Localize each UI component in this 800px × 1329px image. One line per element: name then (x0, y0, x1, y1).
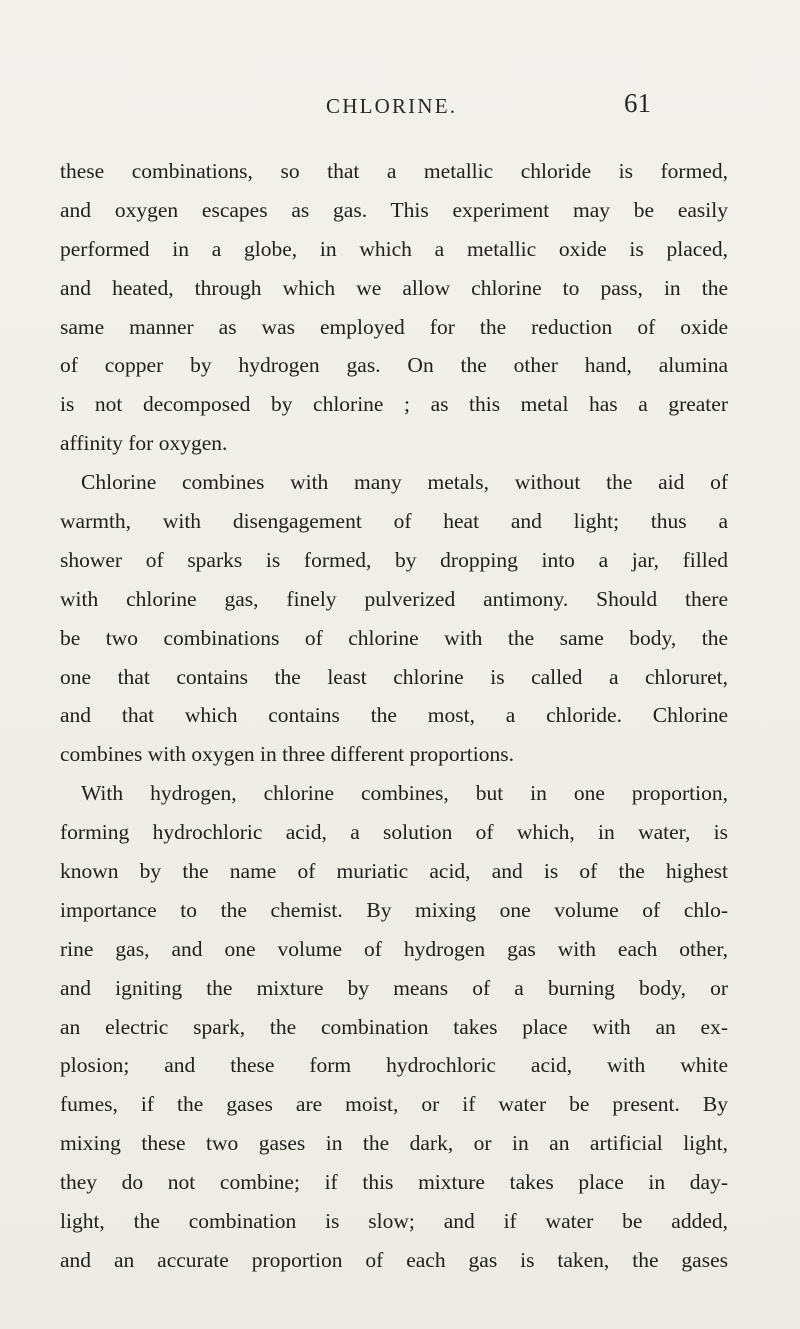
text-line: combines with oxygen in three different proportions. (60, 742, 514, 767)
text-line: warmth, with disengagement of heat and light; thus a (60, 509, 728, 534)
text-line: an electric spark, the combination takes place with an ex- (60, 1014, 728, 1039)
text-line: rine gas, and one volume of hydrogen gas with each other, (60, 936, 728, 961)
text-line: these combinations, so that a metallic chloride is formed, (60, 159, 728, 183)
text-line: mixing these two gases in the dark, or in an artificial light, (60, 1131, 728, 1156)
text-line: of copper by hydrogen gas. On the other hand, alumina (60, 353, 728, 378)
text-line: importance to the chemist. By mixing one volume of chlo- (60, 897, 728, 922)
text-line: and that which contains the most, a chloride. Chlorine (60, 703, 728, 728)
text-line: and heated, through which we allow chlorine to pass, in the (60, 275, 728, 300)
text-line: one that contains the least chlorine is called a chloruret, (60, 664, 728, 689)
text-line: plosion; and these form hydrochloric acid, with white (60, 1053, 728, 1078)
text-line: forming hydrochloric acid, a solution of which, in water, is (60, 820, 728, 845)
text-line: same manner as was employed for the reduction of oxide (60, 314, 728, 339)
text-line: affinity for oxygen. (60, 431, 228, 456)
paragraph-start-line: With hydrogen, chlorine combines, but in one proportion, (81, 781, 728, 806)
running-head: CHLORINE. (326, 94, 458, 118)
paragraph-start-line: Chlorine combines with many metals, without the aid of (81, 470, 728, 495)
text-line: and an accurate proportion of each gas is taken, the gases (60, 1247, 728, 1272)
text-line: with chlorine gas, finely pulverized antimony. Should there (60, 586, 728, 611)
text-line: light, the combination is slow; and if water be added, (60, 1209, 728, 1234)
text-line: fumes, if the gases are moist, or if water be present. By (60, 1092, 728, 1117)
text-line: and oxygen escapes as gas. This experiment may be easily (60, 197, 728, 222)
text-line: known by the name of muriatic acid, and is of the highest (60, 859, 728, 884)
text-line: and igniting the mixture by means of a burning body, or (60, 975, 728, 1000)
page-number: 61 (624, 88, 651, 118)
text-line: be two combinations of chlorine with the same body, the (60, 625, 728, 650)
text-line: they do not combine; if this mixture takes place in day- (60, 1170, 728, 1195)
body-text (60, 152, 728, 1280)
text-line: shower of sparks is formed, by dropping into a jar, filled (60, 547, 728, 572)
text-line: performed in a globe, in which a metallic oxide is placed, (60, 236, 728, 261)
text-line: is not decomposed by chlorine ; as this metal has a greater (60, 392, 728, 417)
